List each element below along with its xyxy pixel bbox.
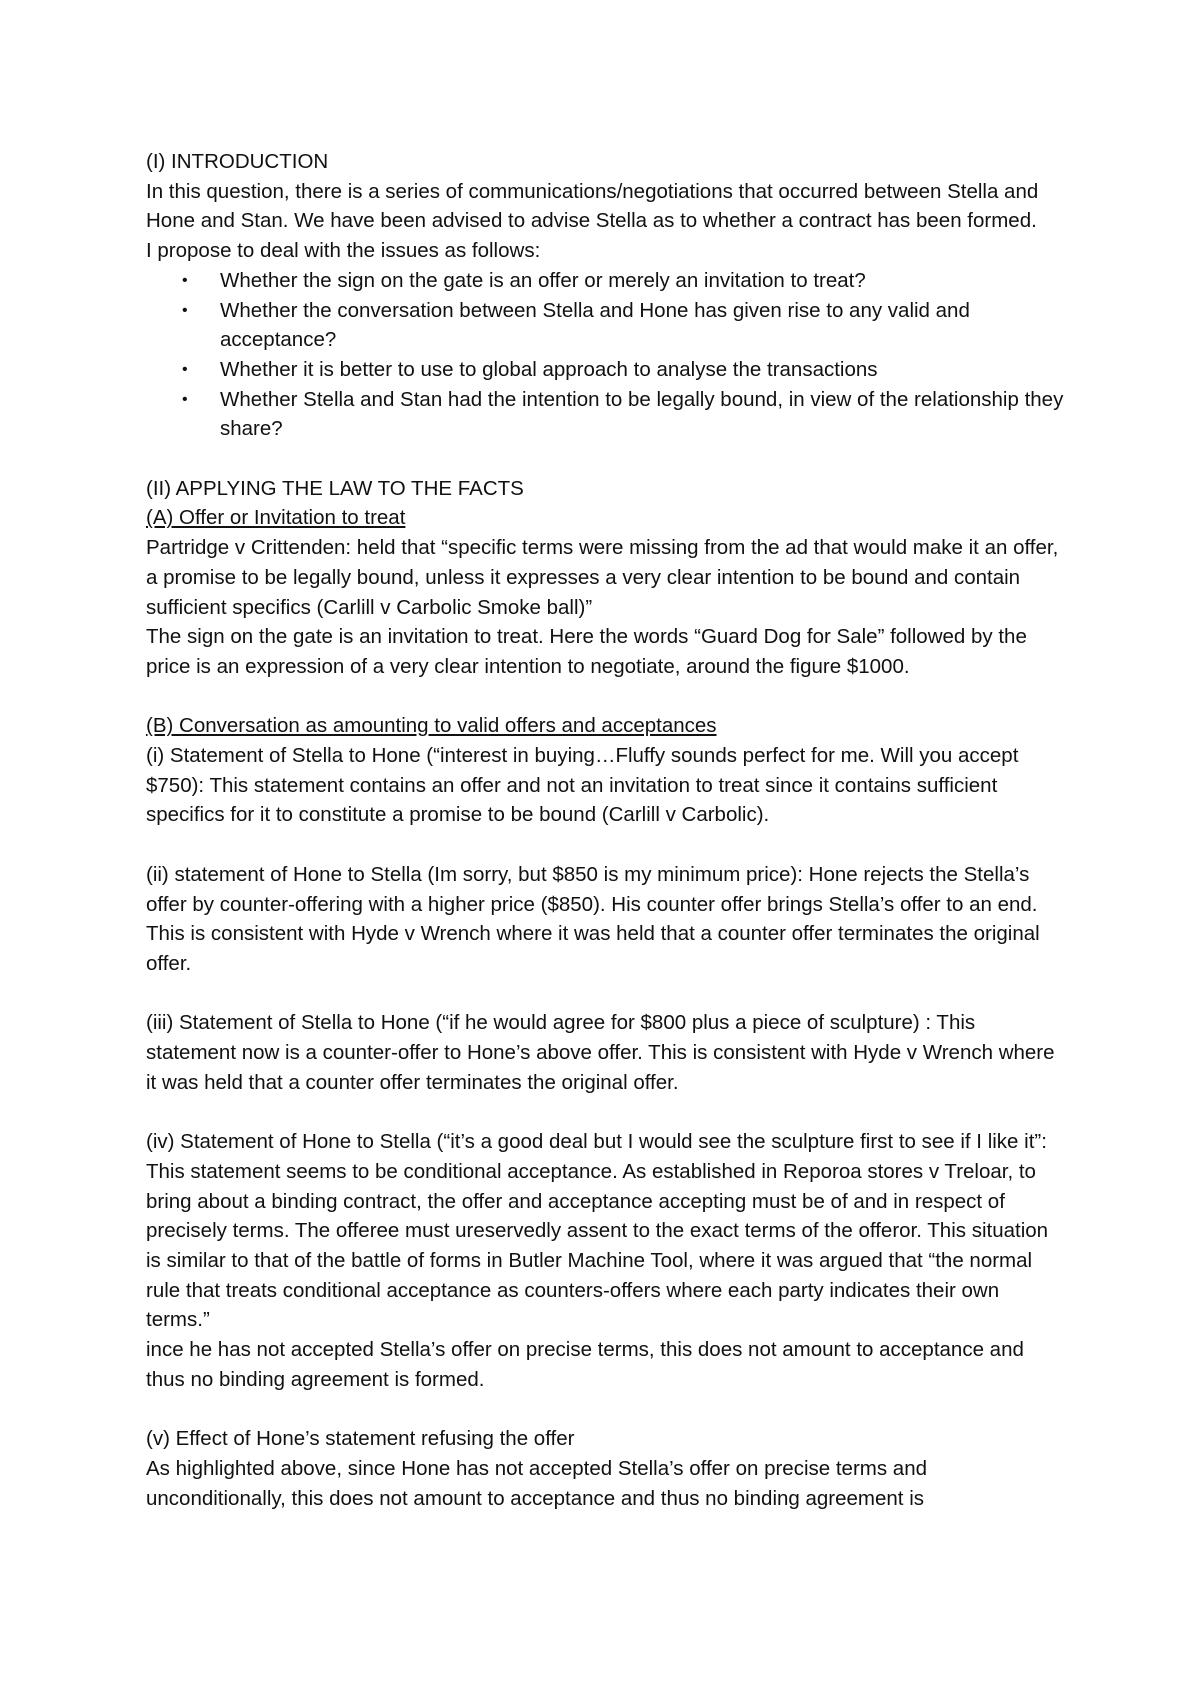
section-b-heading: (B) Conversation as amounting to valid offers and acceptances: [146, 714, 717, 738]
issue-item: • Whether the conversation between Stella and Hone has given rise to any valid and acceptance?: [146, 296, 1066, 355]
section-b-item: (ii) statement of Hone to Stella (Im sorry, but $850 is my minimum price): Hone rejects the Stella’s offer by counter-offering with a higher price ($850). His counter offer brings Stella’s offer to an end. This is consistent with Hyde v Wrench where it was held that a counter offer terminates the original offer.: [146, 862, 1040, 975]
section-b-item: ince he has not accepted Stella’s offer on precise terms, this does not amount to acceptance and thus no binding agreement is formed.: [146, 1338, 1024, 1391]
section-b-item: (iv) Statement of Hone to Stella (“it’s a good deal but I would see the sculpture first to see if I like it”: This statement seems to be conditional acceptance. As established in Reporoa stores v Treloar, to bring about a binding contract, the offer and acceptance accepting must be of and in respect of precisely terms. The offeree must ureservedly assent to the exact terms of the offeror. This situation is similar to that of the battle of forms in Butler Machine Tool, where it was argued that “the normal rule that treats conditional acceptance as counters-offers where each party indicates their own terms.”: [146, 1130, 1049, 1332]
spacer: [146, 1097, 1066, 1127]
spacer: [146, 979, 1066, 1009]
section-b-item: As highlighted above, since Hone has not accepted Stella’s offer on precise terms and unconditionally, this does not amount to acceptance and thus no binding agreement is: [146, 1456, 928, 1510]
intro-heading: (I) INTRODUCTION: [146, 150, 329, 173]
applying-heading: (II) APPLYING THE LAW TO THE FACTS: [146, 476, 524, 500]
document-body: [146, 147, 1066, 1513]
section-b-subheading: (v) Effect of Hone’s statement refusing the offer: [146, 1427, 575, 1451]
spacer: [146, 682, 1066, 712]
section-b-item: (i) Statement of Stella to Hone (“interest in buying…Fluffy sounds perfect for me. Will you accept $750): This statement contains an offer and not an invitation to treat since it contains sufficient specifics for it to constitute a promise to be bound (Carlill v Carbolic).: [146, 744, 1019, 827]
spacer: [146, 444, 1066, 474]
section-a-paragraph: The sign on the gate is an invitation to treat. Here the words “Guard Dog for Sale” followed by the price is an expression of a very clear intention to negotiate, around the figure $1000.: [146, 625, 1027, 678]
section-b-item: (iii) Statement of Stella to Hone (“if he would agree for $800 plus a piece of sculpture) : This statement now is a counter-offer to Hone’s above offer. This is consistent with Hyde v Wrench where it was held that a counter offer terminates the original offer.: [146, 1011, 1055, 1094]
spacer: [146, 1394, 1066, 1424]
issue-item: • Whether the sign on the gate is an offer or merely an invitation to treat?: [146, 266, 1066, 296]
intro-paragraph: In this question, there is a series of communications/negotiations that occurred between Stella and Hone and Stan. We have been advised to advise Stella as to whether a contract has been formed.: [146, 179, 1039, 233]
issue-item: • Whether it is better to use to global approach to analyse the transactions: [146, 355, 1066, 385]
section-a-heading: (A) Offer or Invitation to treat: [146, 506, 406, 530]
issue-item: • Whether Stella and Stan had the intention to be legally bound, in view of the relationship they share?: [146, 385, 1066, 444]
intro-proposal: I propose to deal with the issues as follows:: [146, 239, 541, 263]
spacer: [146, 830, 1066, 860]
section-a-paragraph: Partridge v Crittenden: held that “specific terms were missing from the ad that would make it an offer, a promise to be legally bound, unless it expresses a very clear intention to be bound and contain sufficient specifics (Carlill v Carbolic Smoke ball)”: [146, 536, 1059, 619]
issues-list: [146, 266, 1066, 444]
